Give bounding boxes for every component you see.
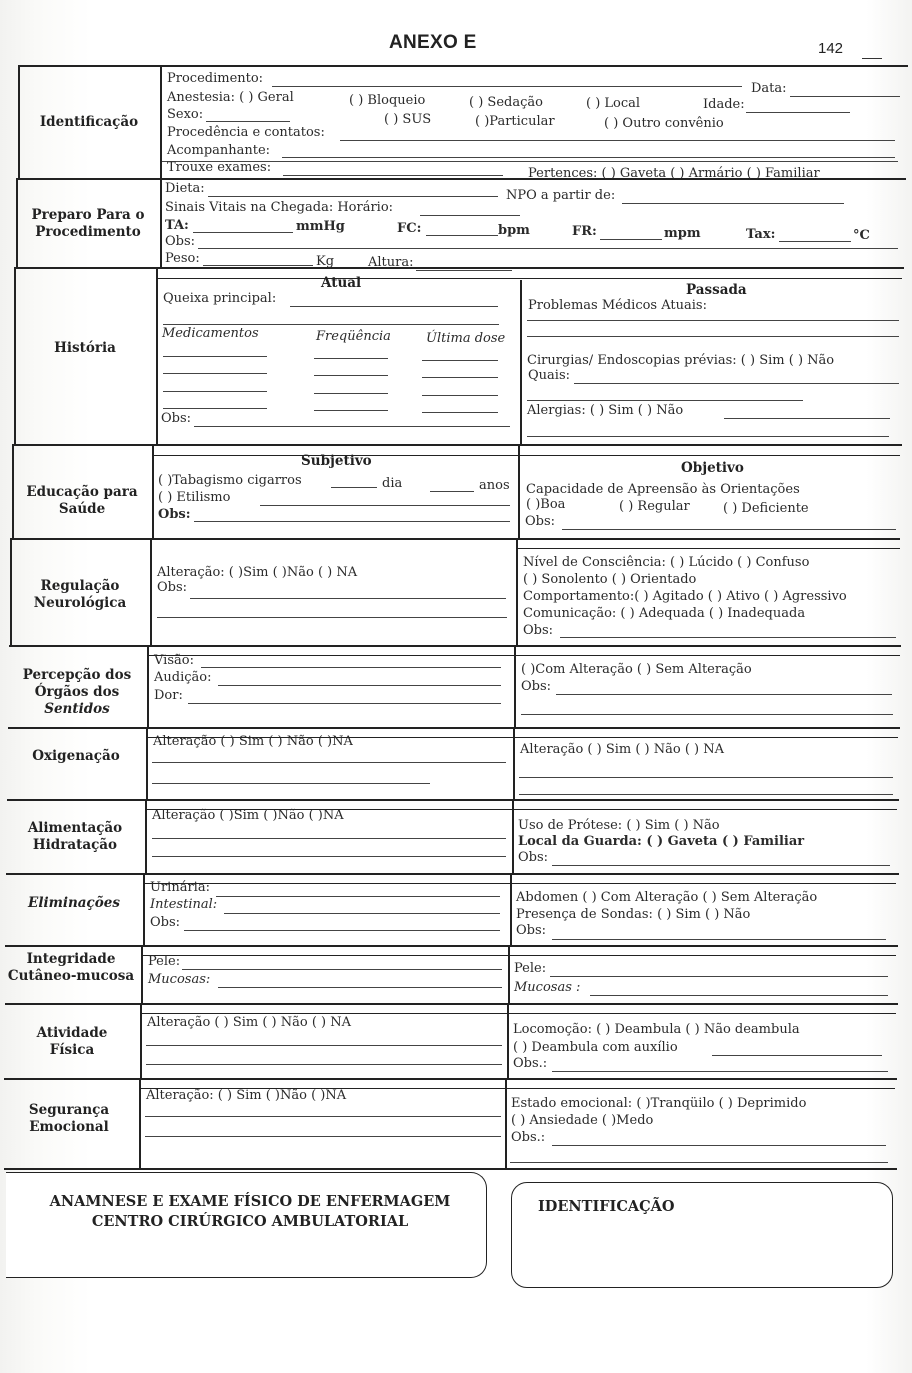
procedimento-field[interactable] (272, 86, 742, 87)
comportamento-options[interactable]: Comportamento:( ) Agitado ( ) Ativo ( ) Agressivo (523, 589, 847, 604)
dia-unit: dia (382, 476, 403, 491)
label-column-divider (139, 1078, 141, 1168)
idade-label: Idade: (703, 97, 745, 112)
mmhg-unit: mmHg (296, 219, 345, 234)
peso-label: Peso: (165, 251, 200, 266)
seguranca-obs-field-2[interactable] (510, 1162, 888, 1163)
queixa-line-2[interactable] (163, 324, 499, 325)
educacao-obs2-label: Obs: (525, 514, 556, 529)
anestesia-local-option[interactable]: ( ) Local (586, 96, 641, 111)
ta-field[interactable] (193, 232, 293, 233)
section-label-atividade: Atividade Física (36, 1025, 108, 1058)
alergias-field-2[interactable] (527, 436, 889, 437)
form-title: ANAMNESE E EXAME FÍSICO DE ENFERMAGEM CENTRO CIRÚRGICO AMBULATORIAL (49, 1193, 451, 1230)
tax-label: Tax: (746, 227, 776, 242)
altura-label: Altura: (368, 255, 414, 270)
subjective-objective-divider (507, 1003, 509, 1078)
educacao-obs-label: Obs: (158, 507, 191, 522)
acompanhante-label: Acompanhante: (167, 143, 271, 158)
sub-divider (152, 455, 900, 456)
page-number-line (862, 58, 882, 59)
label-column-divider (152, 444, 154, 538)
label-column-divider (140, 1003, 142, 1078)
estado-emocional-options[interactable]: Estado emocional: ( )Tranqüilo ( ) Deprimido (511, 1096, 807, 1111)
ultima-dose-row[interactable] (422, 377, 498, 378)
audicao-label: Audição: (154, 670, 212, 685)
quais-field[interactable] (574, 383, 899, 384)
ultima-dose-row[interactable] (422, 395, 498, 396)
sub-divider (140, 1013, 896, 1014)
row-divider (7, 799, 899, 801)
audicao-field[interactable] (218, 685, 501, 686)
row-underline (162, 161, 898, 162)
convenio-particular-option[interactable]: ( )Particular (475, 114, 555, 129)
npo-label: NPO a partir de: (506, 188, 616, 203)
ultima-dose-header: Última dose (426, 331, 506, 346)
section-label-integridade: Integridade Cutâneo-mucosa (7, 951, 135, 984)
anestesia-bloqueio-option[interactable]: ( ) Bloqueio (349, 93, 426, 108)
section-label-educacao: Educação para Saúde (26, 484, 138, 517)
cirurgias-options[interactable]: Cirurgias/ Endoscopias prévias: ( ) Sim ( ) Não (527, 353, 835, 368)
local-guarda-options[interactable]: Local da Guarda: ( ) Gaveta ( ) Familiar (518, 834, 805, 849)
page-title: ANEXO E (389, 32, 477, 53)
section-label-oxigenacao: Oxigenação (32, 747, 120, 764)
section-label-percepcao: Percepção dos Órgãos dos Sentidos (22, 666, 132, 717)
regulacao-alteracao-options[interactable]: Alteração: ( )Sim ( )Não ( ) NA (157, 565, 358, 580)
frequencia-row[interactable] (314, 410, 388, 411)
queixa-field[interactable] (290, 306, 498, 307)
eliminacoes-obs-label: Obs: (150, 915, 181, 930)
comunicacao-options[interactable]: Comunicação: ( ) Adequada ( ) Inadequada (523, 606, 806, 621)
auxilio-option[interactable]: ( ) Deambula com auxílio (513, 1040, 678, 1055)
atividade-field[interactable] (146, 1045, 502, 1046)
oxigenacao-field-4[interactable] (519, 794, 893, 795)
regulacao-obs2-label: Obs: (523, 623, 554, 638)
seguranca-obs-field[interactable] (552, 1145, 886, 1146)
passada-header: Passada (686, 282, 747, 298)
educacao-obs2-field[interactable] (562, 529, 896, 530)
row-divider (8, 727, 900, 729)
idade-field[interactable] (746, 112, 850, 113)
subjective-objective-divider (508, 945, 510, 1003)
eliminacoes-obs2-field[interactable] (552, 939, 886, 940)
capacidade-deficiente-option[interactable]: ( ) Deficiente (723, 501, 809, 516)
acompanhante-field[interactable] (282, 157, 895, 158)
oxigenacao-alteracao-right-options[interactable]: Alteração ( ) Sim ( ) Não ( ) NA (520, 742, 725, 757)
sexo-field[interactable] (206, 121, 290, 122)
kg-unit: Kg (316, 254, 335, 269)
row-divider (10, 538, 900, 540)
subjective-objective-divider (512, 799, 514, 873)
anestesia-geral-option[interactable]: Anestesia: ( ) Geral (167, 90, 294, 105)
medicamento-row[interactable] (163, 373, 267, 374)
dor-label: Dor: (154, 688, 183, 703)
row-divider (9, 645, 901, 647)
subjective-objective-divider (520, 280, 522, 444)
anos-unit: anos (479, 478, 510, 493)
problemas-field[interactable] (527, 320, 899, 321)
label-column-divider (160, 65, 162, 267)
cigarros-field[interactable] (331, 487, 377, 488)
medicamentos-header: Medicamentos (162, 326, 259, 341)
eliminacoes-obs-field[interactable] (184, 930, 500, 931)
dor-field[interactable] (188, 703, 501, 704)
percepcao-obs-label: Obs: (521, 679, 552, 694)
identificacao-box-title: IDENTIFICAÇÃO (538, 1198, 675, 1215)
regulacao-obs-field[interactable] (190, 598, 506, 599)
frequencia-row[interactable] (314, 393, 388, 394)
trouxe-exames-field[interactable] (283, 175, 503, 176)
intestinal-field[interactable] (224, 913, 500, 914)
quais-field-2[interactable] (527, 400, 803, 401)
etilismo-option[interactable]: ( ) Etilismo (158, 490, 231, 505)
ta-label: TA: (165, 218, 189, 233)
oxigenacao-field-2[interactable] (152, 783, 430, 784)
fr-field[interactable] (600, 239, 662, 240)
alimentacao-obs-field[interactable] (552, 865, 890, 866)
atividade-obs-label: Obs.: (513, 1056, 548, 1071)
pertences-options[interactable]: Pertences: ( ) Gaveta ( ) Armário ( ) Familiar (528, 166, 820, 181)
eliminacoes-obs2-label: Obs: (516, 923, 547, 938)
ansiedade-options[interactable]: ( ) Ansiedade ( )Medo (511, 1113, 654, 1128)
sinais-vitais-label: Sinais Vitais na Chegada: Horário: (165, 200, 394, 215)
etilismo-field[interactable] (260, 505, 510, 506)
convenio-outro-option[interactable]: ( ) Outro convênio (604, 116, 724, 131)
label-column-divider (156, 267, 158, 444)
frequencia-row[interactable] (314, 358, 388, 359)
queixa-label: Queixa principal: (163, 291, 277, 306)
row-divider (6, 873, 899, 875)
protese-options[interactable]: Uso de Prótese: ( ) Sim ( ) Não (518, 818, 720, 833)
section-label-regulacao: Regulação Neurológica (33, 578, 127, 611)
mucosas-field[interactable] (218, 987, 502, 988)
regulacao-obs2-field[interactable] (560, 637, 896, 638)
alimentacao-field-2[interactable] (152, 856, 506, 857)
fr-label: FR: (572, 224, 597, 239)
section-label-alimentacao: Alimentação Hidratação (27, 820, 123, 853)
procedencia-field[interactable] (340, 140, 895, 141)
npo-field[interactable] (622, 203, 844, 204)
preparo-obs-label: Obs: (165, 234, 196, 249)
regulacao-obs-label: Obs: (157, 580, 188, 595)
anestesia-sedacao-option[interactable]: ( ) Sedação (469, 95, 543, 110)
dieta-field[interactable] (208, 196, 498, 197)
intestinal-label: Intestinal: (150, 897, 218, 912)
atividade-alteracao-options[interactable]: Alteração ( ) Sim ( ) Não ( ) NA (147, 1015, 352, 1030)
sub-divider (516, 548, 900, 549)
sub-divider (143, 883, 896, 884)
regulacao-obs-field-2[interactable] (157, 617, 507, 618)
historia-obs-field[interactable] (194, 426, 510, 427)
data-label: Data: (751, 81, 787, 96)
urinaria-field[interactable] (216, 896, 500, 897)
medicamento-row[interactable] (163, 391, 267, 392)
label-column-divider (141, 945, 143, 1003)
medicamento-row[interactable] (163, 356, 267, 357)
section-label-eliminacoes: Eliminações (28, 894, 120, 911)
anos-field[interactable] (430, 491, 474, 492)
pele2-label: Pele: (514, 961, 547, 976)
pele-label: Pele: (148, 954, 181, 969)
atividade-field-2[interactable] (146, 1064, 502, 1065)
subjective-objective-divider (518, 444, 520, 538)
locomocao-options[interactable]: Locomoção: ( ) Deambula ( ) Não deambula (513, 1022, 800, 1037)
atividade-obs-field[interactable] (552, 1071, 888, 1072)
medicamento-row[interactable] (163, 408, 267, 409)
alimentacao-field[interactable] (152, 838, 506, 839)
procedimento-label: Procedimento: (167, 71, 264, 86)
seguranca-alteracao-options[interactable]: Alteração: ( ) Sim ( )Não ( )NA (146, 1088, 347, 1103)
alimentacao-obs-label: Obs: (518, 850, 549, 865)
fc-field[interactable] (426, 235, 498, 236)
alimentacao-alteracao-options[interactable]: Alteração ( )Sim ( )Não ( )NA (152, 808, 344, 823)
frequencia-row[interactable] (314, 375, 388, 376)
tax-field[interactable] (779, 241, 851, 242)
altura-field[interactable] (416, 270, 512, 271)
mpm-unit: mpm (664, 226, 701, 241)
mucosas2-label: Mucosas : (514, 980, 581, 995)
abdomen-options[interactable]: Abdomen ( ) Com Alteração ( ) Sem Alteração (516, 890, 818, 905)
frequencia-header: Freqüência (316, 329, 391, 344)
oxigenacao-field[interactable] (152, 762, 506, 763)
nivel-consciencia-options[interactable]: Nível de Consciência: ( ) Lúcido ( ) Confuso (523, 555, 810, 570)
capacidade-label: Capacidade de Apreensão às Orientações (526, 482, 800, 497)
sub-divider (147, 655, 900, 656)
problemas-field-2[interactable] (527, 336, 899, 337)
seguranca-field[interactable] (145, 1116, 501, 1117)
preparo-obs-field[interactable] (198, 248, 898, 249)
label-column-divider (150, 538, 152, 645)
section-label-seguranca: Segurança Emocional (28, 1102, 110, 1135)
oxigenacao-alteracao-left-options[interactable]: Alteração ( ) Sim ( ) Não ( )NA (153, 734, 353, 749)
problemas-label: Problemas Médicos Atuais: (528, 298, 707, 313)
seguranca-obs-label: Obs.: (511, 1130, 546, 1145)
pele-field[interactable] (182, 969, 502, 970)
atual-header: Atual (321, 275, 362, 291)
trouxe-exames-label: Trouxe exames: (167, 160, 272, 175)
section-label-identificacao: Identificação (39, 113, 139, 130)
tabagismo-option[interactable]: ( )Tabagismo cigarros (158, 473, 302, 488)
sondas-options[interactable]: Presença de Sondas: ( ) Sim ( ) Não (516, 907, 751, 922)
alergias-field[interactable] (724, 418, 890, 419)
horario-field[interactable] (420, 215, 520, 216)
sub-divider (141, 955, 896, 956)
percepcao-obs-field[interactable] (556, 694, 892, 695)
row-divider (4, 1168, 897, 1170)
row-divider (12, 444, 902, 446)
sub-divider (156, 278, 902, 279)
capacidade-boa-option[interactable]: ( )Boa (526, 497, 566, 512)
educacao-obs-field[interactable] (194, 521, 510, 522)
label-column-divider (145, 799, 147, 873)
label-column-divider (147, 645, 149, 727)
sexo-label: Sexo: (167, 107, 204, 122)
celsius-unit: °C (853, 228, 870, 243)
percepcao-alteracao-options[interactable]: ( )Com Alteração ( ) Sem Alteração (521, 662, 752, 677)
data-field[interactable] (790, 96, 900, 97)
subjective-objective-divider (514, 645, 516, 727)
capacidade-regular-option[interactable]: ( ) Regular (619, 499, 690, 514)
subjetivo-header: Subjetivo (301, 453, 372, 469)
bpm-unit: bpm (498, 223, 530, 238)
visao-label: Visão: (154, 653, 194, 668)
subjective-objective-divider (516, 538, 518, 645)
pele2-field[interactable] (550, 976, 888, 977)
mucosas-label: Mucosas: (148, 972, 211, 987)
dieta-label: Dieta: (165, 181, 205, 196)
section-label-historia: História (54, 339, 116, 356)
oxigenacao-field-3[interactable] (519, 777, 893, 778)
peso-field[interactable] (203, 265, 313, 266)
fc-label: FC: (397, 221, 422, 236)
procedencia-label: Procedência e contatos: (167, 125, 325, 140)
sonolento-options[interactable]: ( ) Sonolento ( ) Orientado (523, 572, 697, 587)
auxilio-field[interactable] (712, 1055, 882, 1056)
mucosas2-field[interactable] (590, 995, 888, 996)
ultima-dose-row[interactable] (422, 360, 498, 361)
historia-obs-label: Obs: (161, 411, 192, 426)
seguranca-field-2[interactable] (145, 1136, 501, 1137)
row-divider (5, 945, 898, 947)
ultima-dose-row[interactable] (422, 412, 498, 413)
page-number: 142 (818, 40, 844, 57)
convenio-sus-option[interactable]: ( ) SUS (384, 112, 432, 127)
alergias-options[interactable]: Alergias: ( ) Sim ( ) Não (527, 403, 684, 418)
objetivo-header: Objetivo (681, 460, 744, 476)
row-divider (4, 1078, 897, 1080)
section-label-preparo: Preparo Para o Procedimento (31, 206, 145, 240)
subjective-objective-divider (505, 1078, 507, 1168)
percepcao-obs-field-2[interactable] (521, 714, 893, 715)
urinaria-label: Urinária: (150, 880, 210, 895)
row-divider (5, 1003, 898, 1005)
quais-label: Quais: (528, 368, 570, 383)
visao-field[interactable] (201, 667, 501, 668)
